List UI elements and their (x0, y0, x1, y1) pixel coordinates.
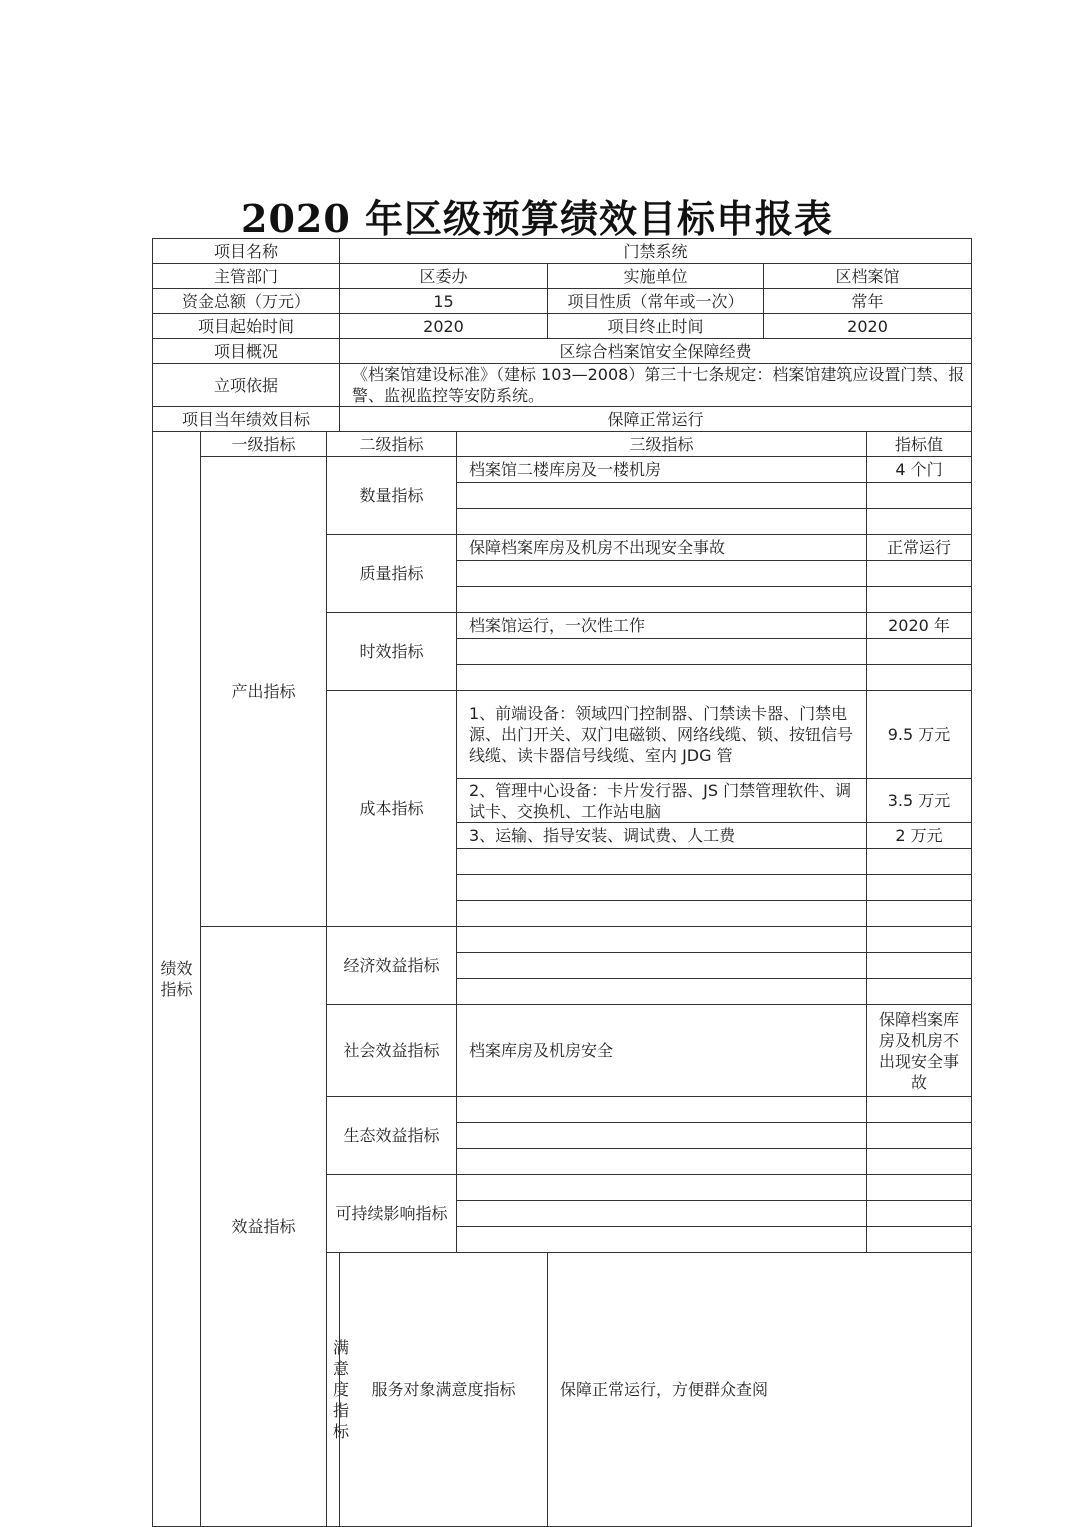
row-overview (153, 339, 972, 364)
empty-cell (867, 1201, 972, 1227)
time-value: 2020 年 (867, 613, 972, 639)
empty-cell (867, 1123, 972, 1149)
row-econ-1 (153, 927, 972, 953)
empty-cell (457, 901, 867, 927)
empty-cell (457, 509, 867, 535)
empty-cell (457, 1149, 867, 1175)
cost-value-2: 3.5 万元 (867, 779, 972, 823)
project-name-label: 项目名称 (153, 239, 340, 264)
row-project-name (153, 239, 972, 264)
end-label: 项目终止时间 (548, 314, 764, 339)
social-item: 档案库房及机房安全 (457, 1005, 867, 1097)
eco-label: 生态效益指标 (327, 1097, 457, 1175)
empty-cell (457, 561, 867, 587)
empty-cell (867, 875, 972, 901)
project-name-value: 门禁系统 (340, 239, 972, 264)
satisfaction-label: 满意度指标 (327, 1253, 340, 1527)
empty-cell (867, 901, 972, 927)
cost-item-1: 1、前端设备：领域四门控制器、门禁读卡器、门禁电源、出门开关、双门电磁锁、网络线缆、锁、按钮信号线缆、读卡器信号线缆、室内 JDG 管 (457, 691, 867, 779)
social-label: 社会效益指标 (327, 1005, 457, 1097)
empty-cell (457, 1201, 867, 1227)
empty-cell (867, 1175, 972, 1201)
header-value: 指标值 (867, 432, 972, 457)
output-label: 产出指标 (201, 457, 327, 927)
cost-label: 成本指标 (327, 691, 457, 927)
overview-value: 区综合档案馆安全保障经费 (340, 339, 972, 364)
empty-cell (867, 639, 972, 665)
row-dept (153, 264, 972, 289)
fund-label: 资金总额（万元） (153, 289, 340, 314)
empty-cell (457, 979, 867, 1005)
sustain-label: 可持续影响指标 (327, 1175, 457, 1253)
empty-cell (867, 1149, 972, 1175)
row-time (153, 314, 972, 339)
page-title: 2020 年区级预算绩效目标申报表 (241, 196, 833, 241)
time-item: 档案馆运行，一次性工作 (457, 613, 867, 639)
basis-value: 《档案馆建设标准》（建标 103—2008）第三十七条规定：档案馆建筑应设置门禁、报警、监视监控等安防系统。 (340, 364, 972, 407)
header-level2: 二级指标 (327, 432, 457, 457)
empty-cell (457, 1175, 867, 1201)
quantity-label: 数量指标 (327, 457, 457, 535)
row-indicator-header (153, 432, 972, 457)
empty-cell (867, 953, 972, 979)
cost-value-1: 9.5 万元 (867, 691, 972, 779)
empty-cell (867, 927, 972, 953)
empty-cell (457, 849, 867, 875)
empty-cell (867, 483, 972, 509)
empty-cell (867, 665, 972, 691)
quality-value: 正常运行 (867, 535, 972, 561)
empty-cell (867, 587, 972, 613)
empty-cell (457, 483, 867, 509)
header-level1: 一级指标 (201, 432, 327, 457)
side-label: 绩效指标 (153, 432, 201, 1527)
nature-value: 常年 (764, 289, 972, 314)
empty-cell (867, 979, 972, 1005)
header-level3: 三级指标 (457, 432, 867, 457)
econ-label: 经济效益指标 (327, 927, 457, 1005)
empty-cell (457, 953, 867, 979)
unit-label: 实施单位 (548, 264, 764, 289)
empty-cell (867, 509, 972, 535)
cost-value-3: 2 万元 (867, 823, 972, 849)
cost-item-3: 3、运输、指导安装、调试费、人工费 (457, 823, 867, 849)
social-value: 保障档案库房及机房不出现安全事故 (867, 1005, 972, 1097)
quality-item: 保障档案库房及机房不出现安全事故 (457, 535, 867, 561)
empty-cell (457, 1123, 867, 1149)
goal-label: 项目当年绩效目标 (153, 407, 340, 432)
start-value: 2020 (340, 314, 548, 339)
budget-form-table (152, 238, 972, 1527)
empty-cell (457, 639, 867, 665)
empty-cell (457, 927, 867, 953)
nature-label: 项目性质（常年或一次） (548, 289, 764, 314)
row-fund (153, 289, 972, 314)
time-label: 时效指标 (327, 613, 457, 691)
overview-label: 项目概况 (153, 339, 340, 364)
quantity-value: 4 个门 (867, 457, 972, 483)
empty-cell (457, 875, 867, 901)
empty-cell (867, 1227, 972, 1253)
fund-value: 15 (340, 289, 548, 314)
row-basis (153, 364, 972, 407)
benefit-label: 效益指标 (201, 927, 327, 1527)
empty-cell (867, 561, 972, 587)
unit-value: 区档案馆 (764, 264, 972, 289)
empty-cell (867, 1097, 972, 1123)
quantity-item: 档案馆二楼库房及一楼机房 (457, 457, 867, 483)
empty-cell (457, 587, 867, 613)
empty-cell (457, 665, 867, 691)
row-quantity-1 (153, 457, 972, 483)
row-goal (153, 407, 972, 432)
dept-label: 主管部门 (153, 264, 340, 289)
start-label: 项目起始时间 (153, 314, 340, 339)
empty-cell (867, 849, 972, 875)
cost-item-2: 2、管理中心设备：卡片发行器、JS 门禁管理软件、调试卡、交换机、工作站电脑 (457, 779, 867, 823)
end-value: 2020 (764, 314, 972, 339)
empty-cell (457, 1097, 867, 1123)
empty-cell (457, 1227, 867, 1253)
goal-value: 保障正常运行 (340, 407, 972, 432)
basis-label: 立项依据 (153, 364, 340, 407)
service-label: 服务对象满意度指标 (340, 1253, 548, 1527)
service-item: 保障正常运行，方便群众查阅 (548, 1253, 972, 1527)
dept-value: 区委办 (340, 264, 548, 289)
quality-label: 质量指标 (327, 535, 457, 613)
